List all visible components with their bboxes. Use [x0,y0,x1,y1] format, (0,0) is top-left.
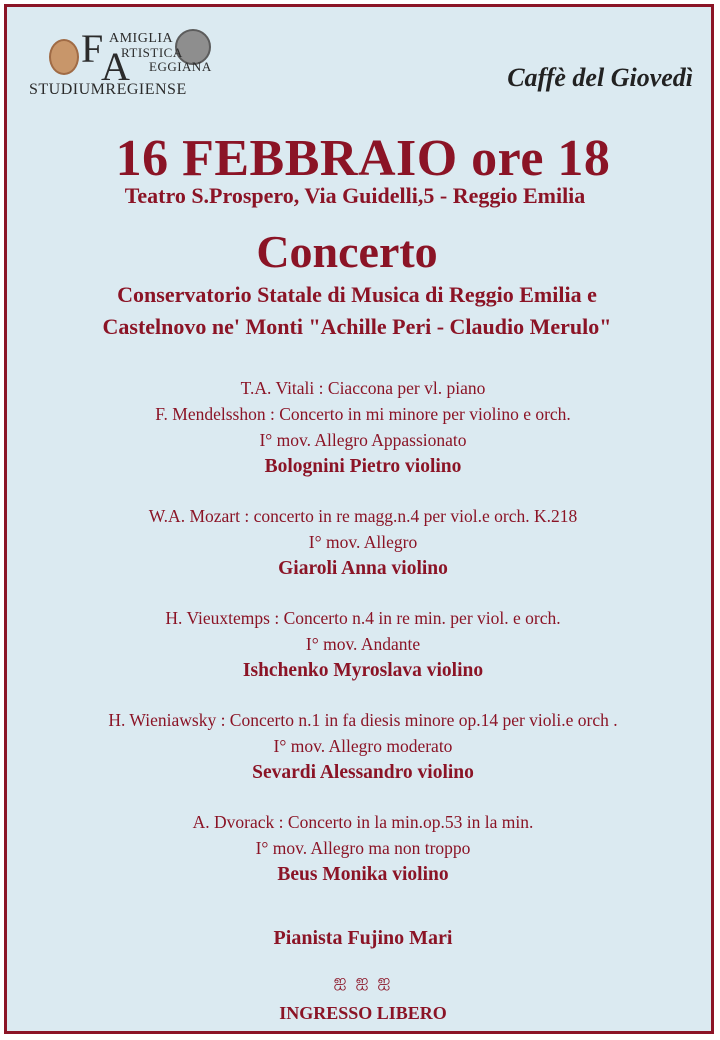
program-item [7,707,719,787]
logo-line-artistica: RTISTICA [121,45,183,60]
program-line: I° mov. Allegro moderato [273,736,453,756]
ornament-divider: ஐ ஐ ஐ [333,971,393,990]
seal-left-icon [49,39,79,75]
conservatory-line-1: Conservatorio Statale di Musica di Reggio Emilia e [117,282,597,307]
program-line: I° mov. Allegro Appassionato [259,430,467,450]
conservatory-name [1,279,713,343]
logo-line-famiglia: AMIGLIA [109,31,174,46]
logo-letter-a: A [101,44,130,89]
program-item [7,605,719,685]
famiglia-artistica-logo [25,25,225,105]
program-performer: Beus Monika violino [277,864,449,885]
program-line: T.A. Vitali : Ciaccona per vl. piano [240,378,486,398]
series-title: Caffè del Giovedì [507,63,693,92]
conservatory-line-2: Castelnovo ne' Monti "Achille Peri - Claudio Merulo" [102,314,612,339]
program-item [7,809,719,889]
logo-line-reggiana: EGGIANA [149,59,212,74]
program-line: F. Mendelsshon : Concerto in mi minore per violino e orch. [155,404,571,424]
program-item [7,503,719,583]
logo-letter-f: F [81,26,104,71]
concert-program [7,375,719,911]
program-line: W.A. Mozart : concerto in re magg.n.4 per viol.e orch. K.218 [148,506,578,526]
program-performer: Ishchenko Myroslava violino [242,660,484,681]
program-line: I° mov. Allegro [308,532,418,552]
event-title: Concerto [256,226,438,277]
program-performer: Bolognini Pietro violino [264,456,462,477]
event-date: 16 FEBBRAIO ore 18 [115,130,611,187]
program-line: H. Vieuxtemps : Concerto n.4 in re min. per viol. e orch. [165,608,561,628]
program-line: I° mov. Allegro ma non troppo [255,838,471,858]
program-performer: Giaroli Anna violino [278,558,448,579]
program-line: H. Wieniawsky : Concerto n.1 in fa diesis minore op.14 per violi.e orch . [108,710,618,730]
pianist: Pianista Fujino Mari [273,927,453,949]
logo-line-studium: STUDIUMREGIENSE [29,81,187,98]
free-entry-notice: INGRESSO LIBERO [279,1003,447,1023]
program-line: A. Dvorack : Concerto in la min.op.53 in la min. [192,812,534,832]
program-line: I° mov. Andante [305,634,421,654]
program-performer: Sevardi Alessandro violino [252,762,474,783]
program-item [7,375,719,481]
poster-frame [4,4,714,1034]
event-venue: Teatro S.Prospero, Via Guidelli,5 - Reggio Emilia [124,183,586,208]
